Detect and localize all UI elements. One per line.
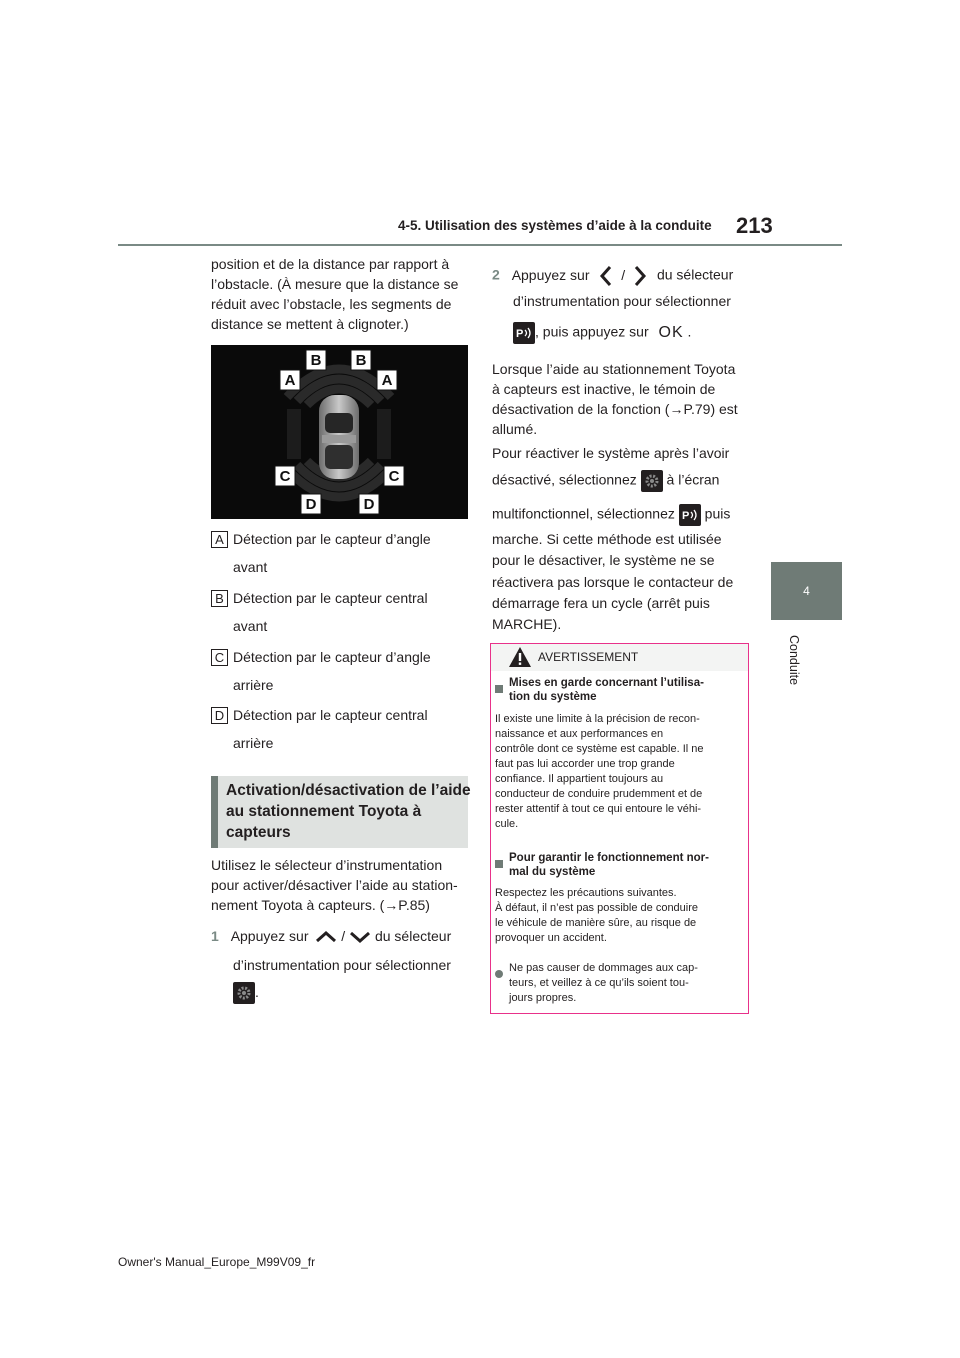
warning-text-line: Respectez les précautions suivantes. — [495, 887, 677, 899]
step-1-line2: d’instrumentation pour sélectionner — [233, 957, 451, 973]
legend-text: Détection par le capteur central — [233, 707, 428, 723]
warning-item-2-text — [495, 886, 698, 946]
legend-text-cont: avant — [233, 559, 268, 575]
warning-circle-bullet — [495, 965, 503, 983]
circle-bullet-icon — [495, 970, 503, 978]
svg-text:B: B — [355, 352, 367, 369]
warning-title: AVERTISSEMENT — [538, 650, 639, 664]
legend-letter: B — [211, 590, 228, 607]
square-bullet-icon — [495, 685, 503, 693]
legend-letter: A — [211, 531, 228, 548]
svg-text:P: P — [681, 510, 690, 522]
step-text: Appuyez sur — [511, 266, 590, 283]
warning-item-title-line: mal du système — [509, 866, 596, 878]
reactivate-line: démarrage fera un cycle (arrêt puis — [492, 595, 710, 611]
chevron-down-icon — [349, 930, 371, 944]
reactivate-text: puis — [704, 505, 731, 522]
warning-text-line: le véhicule de manière sûre, au risque de — [495, 917, 697, 929]
paragraph-line: allumé. — [492, 421, 538, 437]
warning-item-2-bullet — [495, 855, 503, 873]
reactivate-line — [492, 504, 730, 526]
warning-text-line: jours propres. — [509, 992, 577, 1004]
settings-gear-icon — [641, 470, 663, 492]
step-number: 2 — [492, 266, 500, 283]
warning-text-line: cule. — [495, 818, 519, 830]
reactivate-line: marche. Si cette méthode est utilisée — [492, 531, 722, 547]
figure-label-d-left — [301, 494, 321, 514]
section-heading — [211, 776, 471, 848]
warning-text-line: contrôle dont ce système est capable. Il ne — [495, 743, 704, 755]
chevron-up-icon — [315, 930, 337, 944]
warning-item-2-title — [509, 851, 709, 879]
legend-text: Détection par le capteur d’angle — [233, 531, 431, 547]
legend-letter: D — [211, 707, 228, 724]
intro-line: distance se mettent à clignoter.) — [211, 316, 409, 332]
page-reference-link[interactable]: →P.85) — [384, 897, 430, 913]
legend-text-cont: arrière — [233, 677, 274, 693]
step-1-line3 — [233, 982, 259, 1004]
step-2-line2: d’instrumentation pour sélectionner — [513, 293, 731, 309]
step-number: 1 — [211, 928, 219, 944]
parking-sensor-diagram — [211, 345, 468, 519]
warning-text-line: rester attentif à tout ce qui entoure le véhi- — [495, 803, 702, 815]
intro-paragraph — [211, 254, 458, 334]
reactivate-text: désactivé, sélectionnez — [492, 471, 637, 488]
paragraph-line: à capteurs est inactive, le témoin de — [492, 381, 716, 397]
ok-button-icon: OK — [658, 323, 684, 341]
chevron-left-icon — [599, 265, 613, 287]
header-rule — [118, 244, 842, 246]
chapter-tab[interactable] — [771, 562, 842, 620]
inactive-paragraph — [492, 359, 738, 439]
figure-label-b-right — [351, 350, 371, 370]
warning-text-line: conducteur de conduire prudemment et de — [495, 788, 703, 800]
section-line: nement Toyota à capteurs. ( — [211, 897, 385, 913]
chapter-label-text: Conduite — [787, 635, 801, 686]
figure-label-c-right — [384, 466, 404, 486]
page-reference-link[interactable]: →P.79) est — [669, 401, 738, 417]
warning-item-title-line: Mises en garde concernant l’utilisa- — [509, 677, 704, 689]
reactivate-line: pour le désactiver, le système ne se — [492, 552, 715, 568]
chevron-right-icon — [633, 265, 647, 287]
intro-line: position et de la distance par rapport à — [211, 256, 450, 272]
reactivate-line: Pour réactiver le système après l’avoir — [492, 445, 730, 461]
reactivate-line: MARCHE). — [492, 616, 562, 632]
legend-text: Détection par le capteur central — [233, 590, 428, 606]
intro-line: l’obstacle. (À mesure que la distance se — [211, 276, 459, 292]
reactivate-text: à l’écran — [666, 471, 720, 488]
slash: / — [621, 266, 626, 283]
svg-text:C: C — [279, 468, 291, 485]
chapter-label — [775, 635, 815, 695]
svg-text:A: A — [381, 372, 393, 389]
paragraph-line: désactivation de la fonction ( — [492, 401, 670, 417]
svg-text:D: D — [305, 496, 317, 513]
step-2-line1 — [492, 265, 733, 287]
warning-triangle-icon — [508, 646, 532, 668]
slash: / — [341, 928, 346, 944]
reactivate-line: réactivera pas lorsque le contacteur de — [492, 574, 734, 590]
left-zone — [287, 409, 301, 459]
step-text: du sélecteur — [374, 928, 452, 944]
intro-line: réduit avec l’obstacle, les segments de — [211, 296, 452, 312]
section-paragraph — [211, 855, 458, 915]
step-text: , puis appuyez sur — [535, 323, 649, 340]
figure-label-a-right — [377, 370, 397, 390]
figure-label-b-left — [306, 350, 326, 370]
step-text-end: . — [687, 323, 692, 340]
svg-text:P: P — [516, 328, 524, 340]
footer-text: Owner's Manual_Europe_M99V09_fr — [118, 1255, 316, 1269]
reactivate-line — [492, 470, 719, 492]
svg-text:A: A — [284, 372, 296, 389]
step-text: du sélecteur — [656, 266, 734, 283]
figure-label-c-left — [275, 466, 295, 486]
warning-item-1-bullet — [495, 680, 503, 698]
warning-text-line: teurs, et veillez à ce qu’ils soient tou- — [509, 977, 689, 989]
step-text: Appuyez sur — [230, 928, 309, 944]
warning-text-line: À défaut, il n’est pas possible de conduire — [495, 902, 699, 914]
step-1-line1 — [211, 928, 451, 944]
step-text-end: . — [255, 984, 259, 1001]
warning-text-line: faut pas lui accorder une trop grande — [495, 758, 675, 770]
legend-text-cont: avant — [233, 618, 268, 634]
car-icon — [319, 395, 359, 479]
settings-gear-icon — [233, 982, 255, 1004]
right-zone — [377, 409, 391, 459]
warning-text-line: Ne pas causer de dommages aux cap- — [509, 962, 698, 974]
warning-text-line: naissance et aux performances en — [495, 728, 664, 740]
parking-sensor-figure — [211, 345, 468, 519]
warning-text-line: Il existe une limite à la précision de recon- — [495, 713, 700, 725]
parking-sensor-icon — [679, 504, 701, 526]
legend-text-cont: arrière — [233, 735, 274, 751]
warning-item-1-text — [495, 712, 704, 832]
legend-text: Détection par le capteur d’angle — [233, 649, 431, 665]
reactivate-text: multifonctionnel, sélectionnez — [492, 505, 675, 522]
section-heading-text: Activation/désactivation de l’aide au stationnement Toyota à capteurs — [226, 782, 471, 841]
svg-text:D: D — [363, 496, 375, 513]
svg-text:C: C — [388, 468, 400, 485]
step-2-line3 — [513, 322, 691, 344]
legend-letter: C — [211, 649, 228, 666]
parking-sensor-icon — [513, 322, 535, 344]
page-number: 213 — [736, 213, 773, 238]
svg-text:B: B — [310, 352, 322, 369]
section-line: pour activer/désactiver l’aide au station- — [211, 877, 458, 893]
warning-item-1-title — [509, 676, 704, 704]
warning-text-line: confiance. Il appartient toujours au — [495, 773, 664, 785]
square-bullet-icon — [495, 860, 503, 868]
figure-label-a-left — [280, 370, 300, 390]
figure-label-d-right — [359, 494, 379, 514]
section-line: Utilisez le sélecteur d’instrumentation — [211, 857, 443, 873]
chapter-number: 4 — [803, 584, 810, 598]
warning-text-line: provoquer un accident. — [495, 932, 607, 944]
warning-item-title-line: Pour garantir le fonctionnement nor- — [509, 852, 709, 864]
warning-bullet-text — [509, 961, 698, 1006]
warning-item-title-line: tion du système — [509, 691, 597, 703]
paragraph-line: Lorsque l’aide au stationnement Toyota — [492, 361, 736, 377]
header-title: 4-5. Utilisation des systèmes d’aide à la conduite — [398, 218, 712, 233]
